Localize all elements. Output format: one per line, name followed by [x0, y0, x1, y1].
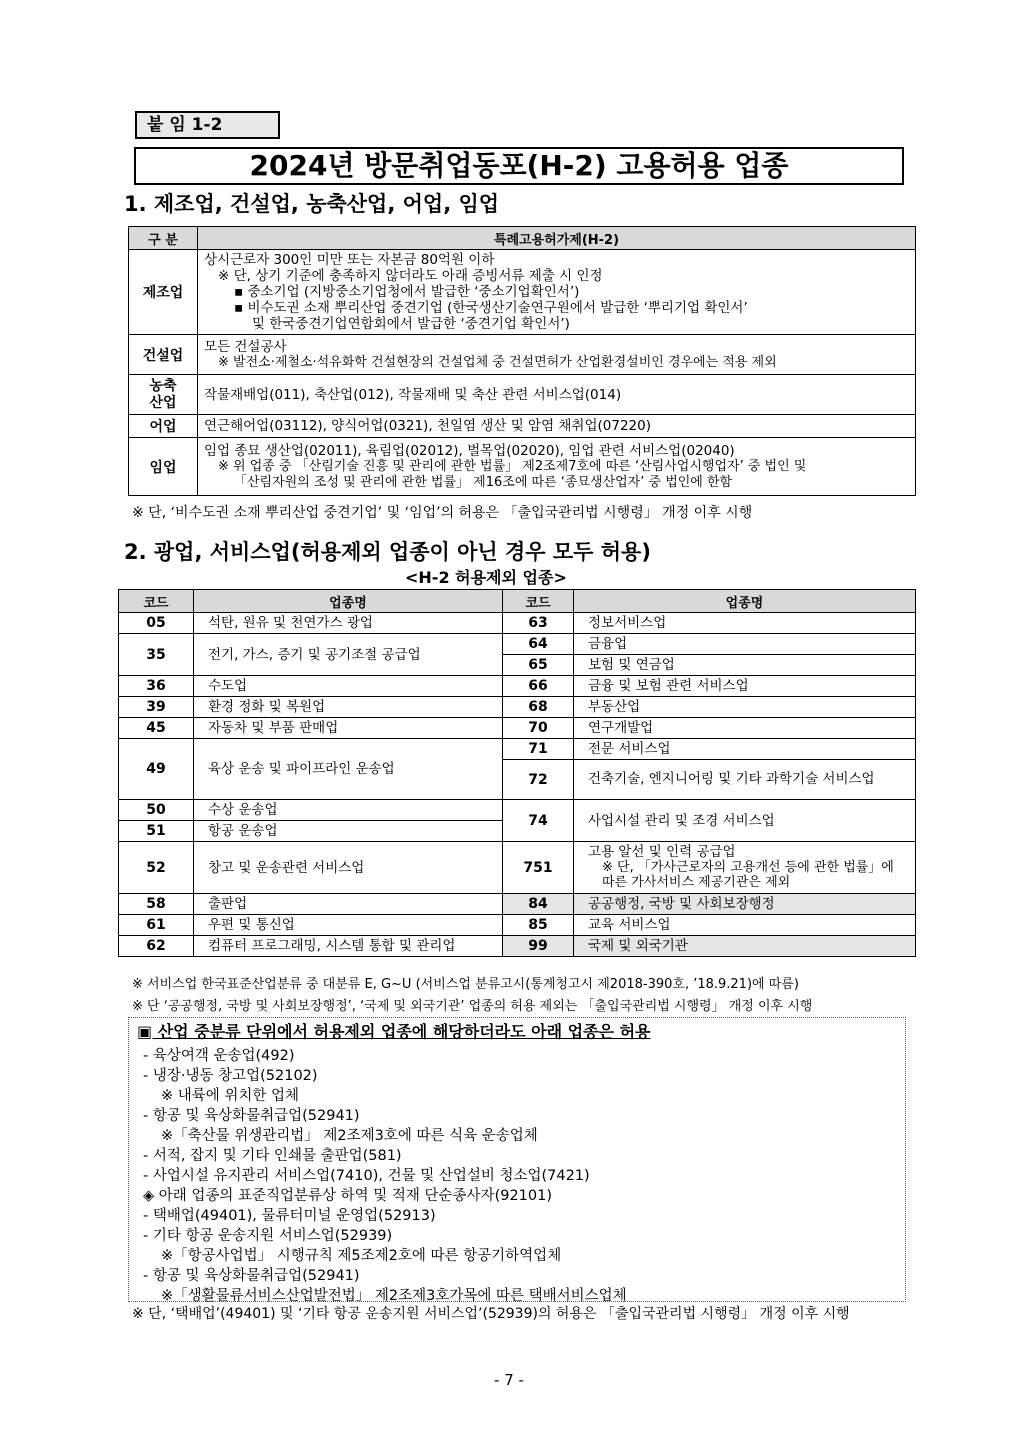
cat-construction: 건설업 [129, 335, 198, 375]
list-item: - 항공 및 육상화물취급업(52941) [143, 1268, 360, 1284]
table-row: 72 건축기술, 엔지니어링 및 기타 과학기술 서비스업 [119, 760, 916, 800]
fishery-body: 연근해어업(03112), 양식어업(0321), 천일염 생산 및 암염 채취업(07220) [198, 415, 916, 438]
section2-subheading: <H-2 허용제외 업종> [405, 568, 567, 587]
page-title: 2024년 방문취업동포(H-2) 고용허용 업종 [134, 147, 904, 185]
excluded-industries-table [118, 589, 916, 957]
col-code-right: 코드 [503, 590, 574, 613]
table-row: 58 출판업 84 공공행정, 국방 및 사회보장행정 [119, 894, 916, 915]
cat-fishery: 어업 [129, 415, 198, 438]
header-h2: 특례고용허가제(H-2) [198, 227, 916, 250]
table-row: 62 컴퓨터 프로그래밍, 시스템 통합 및 관리업 99 국제 및 외국기관 [119, 936, 916, 957]
final-note: ※ 단, ‘택배업’(49401) 및 ‘기타 항공 운송지원 서비스업’(52939)의 허용은 「출입국관리법 시행령」 개정 이후 시행 [132, 1306, 850, 1322]
list-item: - 기타 항공 운송지원 서비스업(52939) [143, 1228, 393, 1244]
table-row: 61 우편 및 통신업 85 교육 서비스업 [119, 915, 916, 936]
list-item: ※「항공사업법」 시행규칙 제5조제2호에 따른 항공기하역업체 [161, 1248, 562, 1264]
list-item: ※ 내륙에 위치한 업체 [161, 1088, 300, 1104]
list-item: ※「생활물류서비스산업발전법」 제2조제3호가목에 따른 택배서비스업체 [161, 1288, 627, 1304]
page-number: - 7 - [494, 1371, 524, 1389]
table-row: 36 수도업 66 금융 및 보험 관련 서비스업 [119, 676, 916, 697]
manufacturing-body: 상시근로자 300인 미만 또는 자본금 80억원 이하 ※ 단, 상기 기준에 충족하지 않더라도 아래 증빙서류 제출 시 인정 ▪ 중소기업 (지방중소기업청에서 발급한 ‘중소기업확인서’) ▪ 비수도권 소재 뿌리산업 중견기업 (한국생산기술연구원에서 발급한 ‘뿌리기업 확인서’ 및 한국중견기업연합회에서 발급한 ‘중견기업 확인서’) [198, 250, 916, 335]
list-item: ◈ 아래 업종의 표준직업분류상 하역 및 적재 단순종사자(92101) [143, 1188, 553, 1204]
list-item: - 서적, 잡지 및 기타 인쇄물 출판업(581) [143, 1148, 402, 1164]
allowed-industries-box [128, 1017, 906, 1302]
box-list [143, 1046, 627, 1306]
table-row: 50 수상 운송업 74 사업시설 관리 및 조경 서비스업 [119, 800, 916, 821]
table-row: 39 환경 정화 및 복원업 68 부동산업 [119, 697, 916, 718]
table-row: 45 자동차 및 부품 판매업 70 연구개발업 [119, 718, 916, 739]
section2-heading: 2. 광업, 서비스업(허용제외 업종이 아닌 경우 모두 허용) [124, 540, 651, 564]
section1-heading: 1. 제조업, 건설업, 농축산업, 어업, 임업 [124, 192, 500, 216]
list-item: - 사업시설 유지관리 서비스업(7410), 건물 및 산업설비 청소업(7421) [143, 1168, 590, 1184]
table-row: 49 육상 운송 및 파이프라인 운송업 71 전문 서비스업 [119, 739, 916, 760]
box-title: ▣ 산업 중분류 단위에서 허용제외 업종에 해당하더라도 아래 업종은 허용 [137, 1022, 651, 1041]
cat-agriculture: 농축 산업 [129, 375, 198, 415]
construction-body: 모든 건설공사 ※ 발전소·제철소·석유화학 건설현장의 건설업체 중 건설면허가 산업환경설비인 경우에는 적용 제외 [198, 335, 916, 375]
cat-forestry: 임업 [129, 438, 198, 496]
forestry-body: 임업 종묘 생산업(02011), 육림업(02012), 벌목업(02020), 임업 관련 서비스업(02040) ※ 위 업종 중 「산림기술 진흥 및 관리에 관한 법률」 제2조제7호에 따른 ‘산림사업시행업자’ 중 법인 및 「산림자원의 조성 및 관리에 관한 법률」 제16조에 따른 ‘종묘생산업자’ 중 법인에 한함 [198, 438, 916, 496]
table-row: 65 보험 및 연금업 [119, 655, 916, 676]
col-code-left: 코드 [119, 590, 194, 613]
list-item: - 항공 및 육상화물취급업(52941) [143, 1108, 360, 1124]
list-item: - 육상여객 운송업(492) [143, 1048, 295, 1064]
table-row: 05 석탄, 원유 및 천연가스 광업 63 정보서비스업 [119, 613, 916, 634]
cat-manufacturing: 제조업 [129, 250, 198, 335]
section2-note-1: ※ 서비스업 한국표준산업분류 중 대분류 E, G~U (서비스업 분류고시(통계청고시 제2018-390호, ’18.9.21)에 따름) [132, 977, 799, 992]
header-category: 구 분 [129, 227, 198, 250]
section1-table [128, 226, 916, 496]
list-item: ※「축산물 위생관리법」 제2조제3호에 따른 식육 운송업체 [161, 1128, 538, 1144]
section2-note-2: ※ 단 ‘공공행정, 국방 및 사회보장행정’, ‘국제 및 외국기관’ 업종의 허용 제외는 「출입국관리법 시행령」 개정 이후 시행 [132, 999, 813, 1014]
col-name-left: 업종명 [194, 590, 503, 613]
list-item: - 택배업(49401), 물류터미널 운영업(52913) [143, 1208, 436, 1224]
col-name-right: 업종명 [574, 590, 916, 613]
section1-footnote: ※ 단, ‘비수도권 소재 뿌리산업 중견기업’ 및 ‘임업’의 허용은 「출입국관리법 시행령」 개정 이후 시행 [132, 505, 753, 521]
agriculture-body: 작물재배업(011), 축산업(012), 작물재배 및 축산 관련 서비스업(014) [198, 375, 916, 415]
list-item: - 냉장·냉동 창고업(52102) [143, 1068, 318, 1084]
table-row: 35 전기, 가스, 증기 및 공기조절 공급업 64 금융업 [119, 634, 916, 655]
table-row: 52 창고 및 운송관련 서비스업 751 고용 알선 및 인력 공급업 ※ 단, 「가사근로자의 고용개선 등에 관한 법률」에 따른 가사서비스 제공기관은 제외 [119, 842, 916, 894]
attachment-tag: 붙 임 1-2 [135, 111, 280, 139]
table-row: 51 항공 운송업 [119, 821, 916, 842]
